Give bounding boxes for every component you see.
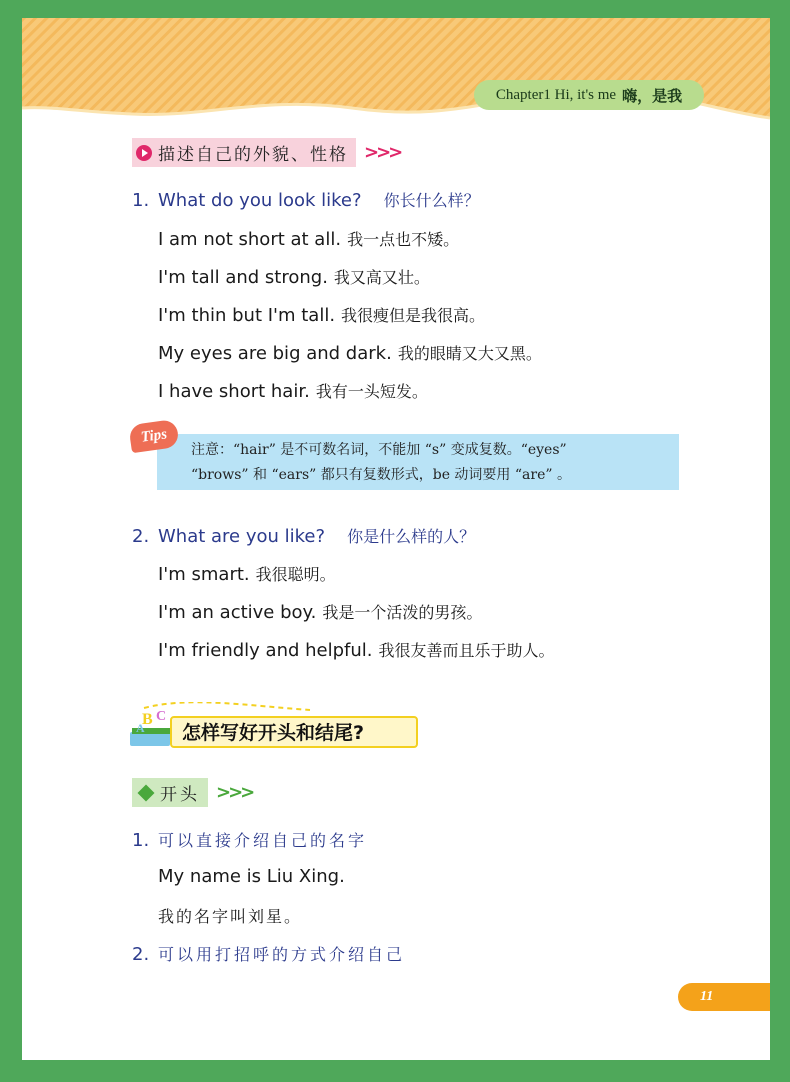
question-1-cn: 你长什么样？ [383,191,480,210]
page-number: 11 [678,983,770,1011]
svg-text:A: A [136,721,145,735]
list-item: I have short hair. 我有一头短发。 [158,381,428,402]
tips-line-1: 注意：“hair” 是不可数名词，不能加 “s” 变成复数。“eyes” [191,442,567,458]
chevrons-icon: >>> [216,782,253,803]
diamond-icon [138,784,155,801]
list-item: My eyes are big and dark. 我的眼睛又大又黑。 [158,343,542,364]
section-opening-heading [132,778,252,807]
section-opening-title: 开头 [160,785,200,805]
section-how-heading [130,702,420,752]
svg-text:C: C [156,709,167,724]
list-item: I'm tall and strong. 我又高又壮。 [158,267,430,288]
section-how-title: 怎样写好开头和结尾? [182,722,365,744]
chevrons-icon: >>> [364,142,401,163]
list-item: I'm an active boy. 我是一个活泼的男孩。 [158,602,483,623]
example-en: My name is Liu Xing. [158,866,345,887]
question-1: 1. What do you look like? 你长什么样？ [132,190,480,211]
chapter-cn: 嗨，是我 [622,88,683,105]
svg-text:B: B [142,711,153,728]
question-2: 2. What are you like? 你是什么样的人？ [132,526,476,547]
play-dot-icon [136,145,152,161]
tips-badge: Tips [128,419,179,453]
question-2-en: What are you like? [158,526,326,547]
page [22,18,770,1060]
tips-box [157,434,679,490]
opening-item-2: 2. 可以用打招呼的方式介绍自己 [132,944,406,965]
chapter-en: Chapter1 Hi, it's me [495,86,617,103]
list-item: I'm thin but I'm tall. 我很瘦但是我很高。 [158,305,486,326]
opening-item-1: 1. 可以直接介绍自己的名字 [132,830,368,851]
section-appearance-title: 描述自己的外貌、性格 [158,145,348,165]
question-2-cn: 你是什么样的人？ [347,527,476,546]
section-appearance-heading [132,138,400,167]
list-item: I'm smart. 我很聪明。 [158,564,336,585]
tips-line-2: “brows” 和 “ears” 都只有复数形式，be 动词要用 “are” 。 [191,467,571,483]
chapter-tag [474,80,704,110]
list-item: I am not short at all. 我一点也不矮。 [158,229,460,250]
example-cn: 我的名字叫刘星。 [158,907,303,926]
question-1-en: What do you look like? [158,190,362,211]
list-item: I'm friendly and helpful. 我很友善而且乐于助人。 [158,640,555,661]
